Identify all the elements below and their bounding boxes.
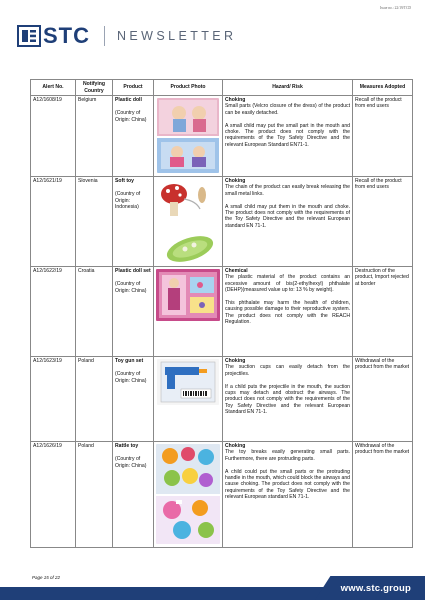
col-header-photo: Product Photo xyxy=(154,80,223,96)
footer-website-link[interactable]: www.stc.group xyxy=(340,583,411,594)
hazard-risk: A small child may put the small part in the mouth and choke. The product does not comply with the requirements of the Toy Safety Directive and the relevant European Standard EN71-1. xyxy=(225,122,350,148)
country-of-origin: (Country of Origin: China) xyxy=(115,281,147,294)
hazard-cell xyxy=(223,267,353,357)
product-photo-cell xyxy=(154,96,223,177)
country-of-origin: (Country of Origin: China) xyxy=(115,456,147,469)
issue-number: Issue no.: 22/19/TCD xyxy=(379,6,411,10)
measures-adopted: Recall of the product from end users xyxy=(353,96,413,177)
header-divider xyxy=(104,26,105,46)
col-header-hazard: Hazard/ Risk xyxy=(223,80,353,96)
soft-toy-photo-image xyxy=(156,179,220,263)
hazard-description: The toy breaks easily generating small parts. Furthermore, there are protruding parts. xyxy=(225,449,350,462)
table-row xyxy=(31,357,413,442)
notifying-country: Belgium xyxy=(76,96,113,177)
page-number: Page 15 of 22 xyxy=(32,575,61,580)
notifying-country: Croatia xyxy=(76,267,113,357)
hazard-risk: A small child may put them in the mouth and choke. The product does not comply with the requirements of the Toy Safety Directive and the relevant European standard EN 71-1. xyxy=(225,203,350,229)
doll-set-photo-image xyxy=(156,269,220,321)
section-title: NEWSLETTER xyxy=(117,29,237,43)
country-of-origin: (Country of Origin: China) xyxy=(115,110,147,123)
product-name: Plastic doll set xyxy=(115,268,151,274)
brand-name: STC xyxy=(43,23,90,48)
col-header-product: Product xyxy=(113,80,154,96)
product-cell xyxy=(113,96,154,177)
table-header-row xyxy=(31,80,413,96)
table-row xyxy=(31,267,413,357)
hazard-type: Choking xyxy=(225,443,246,449)
alert-number: A12/1622/19 xyxy=(31,267,76,357)
product-cell xyxy=(113,442,154,548)
doll-photo-image xyxy=(157,98,219,173)
measures-adopted: Destruction of the product, Import rejected at border xyxy=(353,267,413,357)
notifying-country: Poland xyxy=(76,357,113,442)
hazard-type: Choking xyxy=(225,97,246,103)
page-footer xyxy=(0,576,425,600)
hazard-risk: A child could put the small parts or the protruding handle in the mouth, which could block the airways and cause choking. The product does not comply with the requirements of the Toy Safety Directive and the relevant European standard EN 71-1. xyxy=(225,468,350,501)
table-row xyxy=(31,96,413,177)
col-header-alert: Alert No. xyxy=(31,80,76,96)
col-header-measures: Measures Adopted xyxy=(353,80,413,96)
product-photo-cell xyxy=(154,357,223,442)
hazard-type: Chemical xyxy=(225,268,248,274)
recall-table xyxy=(30,79,413,548)
table-row xyxy=(31,442,413,548)
rattle-toy-photo-image xyxy=(156,444,220,544)
hazard-cell xyxy=(223,177,353,267)
country-of-origin: (Country of Origin: China) xyxy=(115,371,147,384)
measures-adopted: Withdrawal of the product from the market xyxy=(353,442,413,548)
hazard-type: Choking xyxy=(225,358,246,364)
product-photo-cell xyxy=(154,442,223,548)
product-cell xyxy=(113,357,154,442)
product-photo-cell xyxy=(154,267,223,357)
table-row xyxy=(31,177,413,267)
product-name: Plastic doll xyxy=(115,97,142,103)
hazard-cell xyxy=(223,357,353,442)
stc-logo-icon xyxy=(17,25,41,47)
hazard-description: Small parts (Velcro closure of the dress) of the product can be easily detached. xyxy=(225,103,350,116)
hazard-description: The suction cups can easily detach from the projectiles. xyxy=(225,364,350,377)
hazard-risk: If a child puts the projectile in the mouth, the suction cups may detach and obstruct the airways. The product does not comply with the requirements of the Toy Safety Directive and the relevant European Standard EN 71-1. xyxy=(225,383,350,416)
product-name: Toy gun set xyxy=(115,358,144,364)
alert-number: A12/1608/19 xyxy=(31,96,76,177)
country-of-origin: (Country of Origin: Indonesia) xyxy=(115,191,141,211)
hazard-description: The plastic material of the product contains an excessive amount of bis(2-ethylhexyl) phthalate (DEHP)(measured value up to: 13 % by weight). xyxy=(225,274,350,294)
measures-adopted: Recall of the product from end users xyxy=(353,177,413,267)
hazard-description: The chain of the product can easily break releasing the small metal links. xyxy=(225,184,350,197)
product-cell xyxy=(113,177,154,267)
hazard-cell xyxy=(223,442,353,548)
alert-number: A12/1623/19 xyxy=(31,357,76,442)
col-header-country: Notifying Country xyxy=(76,80,113,96)
alert-number: A12/1621/19 xyxy=(31,177,76,267)
hazard-risk: This phthalate may harm the health of children, causing possible damage to their reproductive system. The product does not comply with the REACH Regulation. xyxy=(225,300,350,326)
newsletter-header xyxy=(17,24,236,48)
notifying-country: Poland xyxy=(76,442,113,548)
toy-gun-photo-image xyxy=(157,359,219,405)
alert-number: A12/1626/19 xyxy=(31,442,76,548)
hazard-type: Choking xyxy=(225,178,246,184)
product-name: Rattle toy xyxy=(115,443,139,449)
product-photo-cell xyxy=(154,177,223,267)
notifying-country: Slovenia xyxy=(76,177,113,267)
measures-adopted: Withdrawal of the product from the market xyxy=(353,357,413,442)
product-cell xyxy=(113,267,154,357)
hazard-cell xyxy=(223,96,353,177)
product-name: Soft toy xyxy=(115,178,134,184)
